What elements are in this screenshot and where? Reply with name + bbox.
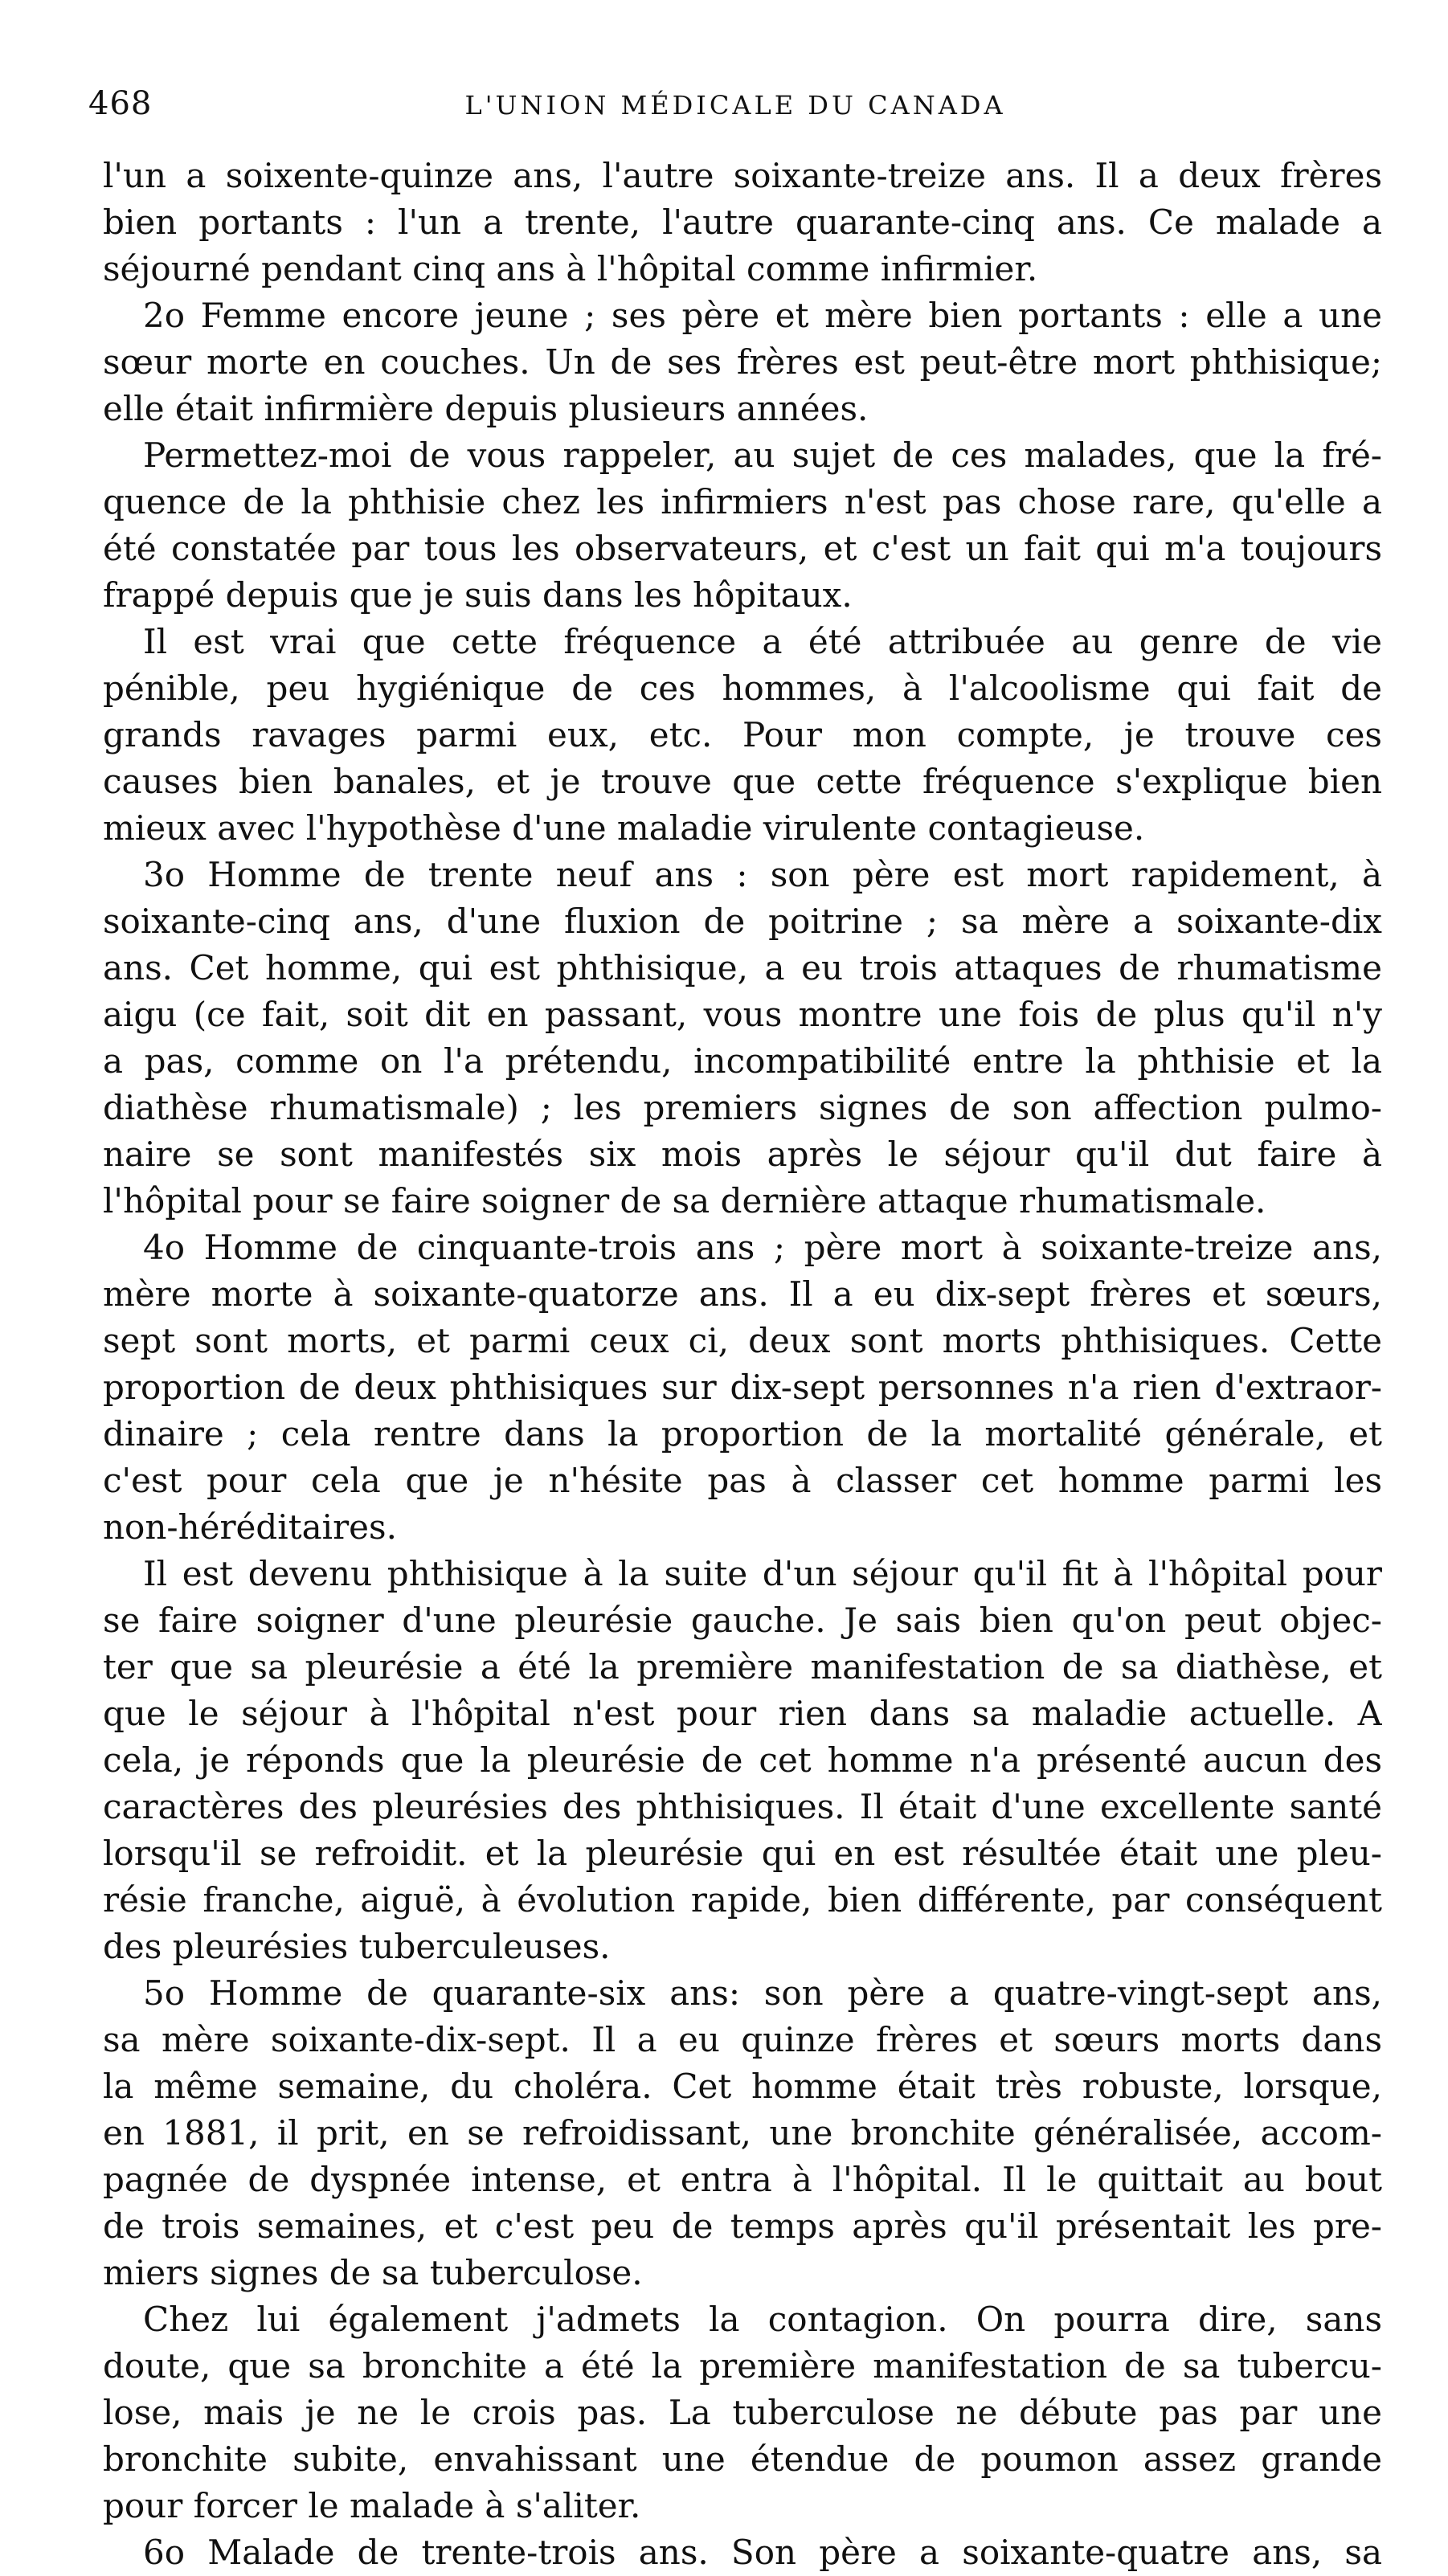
text-line: 2o Femme encore jeune ; ses père et mère bien portants : elle a une: [143, 296, 1382, 335]
page-number: 468: [88, 85, 153, 122]
text-line: se faire soigner d'une pleurésie gauche. Je sais bien qu'on peut objec-: [103, 1601, 1382, 1640]
text-line: miers signes de sa tuberculose.: [103, 2253, 643, 2292]
text-line: proportion de deux phthisiques sur dix-sept personnes n'a rien d'extraor-: [103, 1368, 1382, 1407]
text-line: soixante-cinq ans, d'une fluxion de poitrine ; sa mère a soixante-dix: [103, 902, 1382, 941]
text-line: l'un a soixente-quinze ans, l'autre soixante-treize ans. Il a deux frères: [103, 156, 1382, 195]
text-line: que le séjour à l'hôpital n'est pour rien dans sa maladie actuelle. A: [103, 1694, 1382, 1733]
text-line: naire se sont manifestés six mois après le séjour qu'il dut faire à: [103, 1135, 1382, 1174]
text-line: de trois semaines, et c'est peu de temps après qu'il présentait les pre-: [103, 2206, 1382, 2246]
text-line: sœur morte en couches. Un de ses frères est peut-être mort phthisique;: [103, 342, 1382, 382]
text-line: cela, je réponds que la pleurésie de cet homme n'a présenté aucun des: [103, 1740, 1382, 1780]
text-line: frappé depuis que je suis dans les hôpitaux.: [103, 575, 853, 615]
text-line: Chez lui également j'admets la contagion. On pourra dire, sans: [143, 2300, 1382, 2339]
text-line: été constatée par tous les observateurs, et c'est un fait qui m'a toujours: [103, 529, 1382, 568]
text-line: en 1881, il prit, en se refroidissant, une bronchite généralisée, accom-: [103, 2113, 1382, 2153]
text-line: mère morte à soixante-quatorze ans. Il a eu dix-sept frères et sœurs,: [103, 1274, 1382, 1314]
text-line: pagnée de dyspnée intense, et entra à l'hôpital. Il le quittait au bout: [103, 2160, 1382, 2199]
text-line: diathèse rhumatismale) ; les premiers signes de son affection pulmo-: [103, 1088, 1382, 1127]
text-line: non-héréditaires.: [103, 1507, 397, 1547]
text-line: sa mère soixante-dix-sept. Il a eu quinze frères et sœurs morts dans: [103, 2020, 1382, 2059]
text-line: caractères des pleurésies des phthisiques. Il était d'une excellente santé: [103, 1787, 1382, 1826]
text-line: résie franche, aiguë, à évolution rapide, bien différente, par conséquent: [103, 1880, 1382, 1920]
text-line: c'est pour cela que je n'hésite pas à classer cet homme parmi les: [103, 1461, 1382, 1500]
text-line: doute, que sa bronchite a été la première manifestation de sa tubercu-: [103, 2346, 1382, 2386]
text-line: pénible, peu hygiénique de ces hommes, à l'alcoolisme qui fait de: [103, 669, 1382, 708]
text-line: la même semaine, du choléra. Cet homme était très robuste, lorsque,: [103, 2067, 1382, 2106]
text-line: l'hôpital pour se faire soigner de sa dernière attaque rhumatismale.: [103, 1181, 1266, 1221]
body-text: [103, 153, 1382, 2576]
text-line: lose, mais je ne le crois pas. La tuberculose ne débute pas par une: [103, 2393, 1382, 2432]
text-line: quence de la phthisie chez les infirmiers n'est pas chose rare, qu'elle a: [103, 482, 1382, 521]
text-line: 5o Homme de quarante-six ans: son père a quatre-vingt-sept ans,: [143, 1973, 1382, 2013]
text-line: des pleurésies tuberculeuses.: [103, 1927, 611, 1966]
running-title: L'UNION MÉDICALE DU CANADA: [464, 90, 1006, 121]
text-line: grands ravages parmi eux, etc. Pour mon compte, je trouve ces: [103, 715, 1382, 754]
text-line: elle était infirmière depuis plusieurs années.: [103, 389, 869, 428]
text-line: 6o Malade de trente-trois ans. Son père a soixante-quatre ans, sa: [143, 2533, 1382, 2572]
text-line: sept sont morts, et parmi ceux ci, deux sont morts phthisiques. Cette: [103, 1321, 1382, 1360]
text-line: Permettez-moi de vous rappeler, au sujet de ces malades, que la fré-: [143, 435, 1382, 475]
text-line: a pas, comme on l'a prétendu, incompatibilité entre la phthisie et la: [103, 1041, 1382, 1081]
text-line: 4o Homme de cinquante-trois ans ; père mort à soixante-treize ans,: [143, 1228, 1382, 1267]
text-line: bronchite subite, envahissant une étendue de poumon assez grande: [103, 2439, 1382, 2479]
text-line: Il est devenu phthisique à la suite d'un séjour qu'il fit à l'hôpital pour: [143, 1554, 1382, 1593]
text-line: mieux avec l'hypothèse d'une maladie virulente contagieuse.: [103, 808, 1145, 848]
text-line: lorsqu'il se refroidit. et la pleurésie qui en est résultée était une pleu-: [103, 1834, 1382, 1873]
text-line: dinaire ; cela rentre dans la proportion de la mortalité générale, et: [103, 1414, 1382, 1454]
text-line: bien portants : l'un a trente, l'autre quarante-cinq ans. Ce malade a: [103, 202, 1382, 242]
text-line: séjourné pendant cinq ans à l'hôpital comme infirmier.: [103, 249, 1038, 288]
text-line: 3o Homme de trente neuf ans : son père est mort rapidement, à: [143, 855, 1382, 894]
text-line: causes bien banales, et je trouve que cette fréquence s'explique bien: [103, 762, 1382, 801]
text-line: pour forcer le malade à s'aliter.: [103, 2486, 641, 2525]
text-line: ans. Cet homme, qui est phthisique, a eu trois attaques de rhumatisme: [103, 948, 1382, 987]
text-line: aigu (ce fait, soit dit en passant, vous montre une fois de plus qu'il n'y: [103, 995, 1382, 1034]
page-header: [88, 85, 1382, 133]
text-line: ter que sa pleurésie a été la première manifestation de sa diathèse, et: [103, 1647, 1382, 1687]
text-line: Il est vrai que cette fréquence a été attribuée au genre de vie: [143, 622, 1382, 661]
